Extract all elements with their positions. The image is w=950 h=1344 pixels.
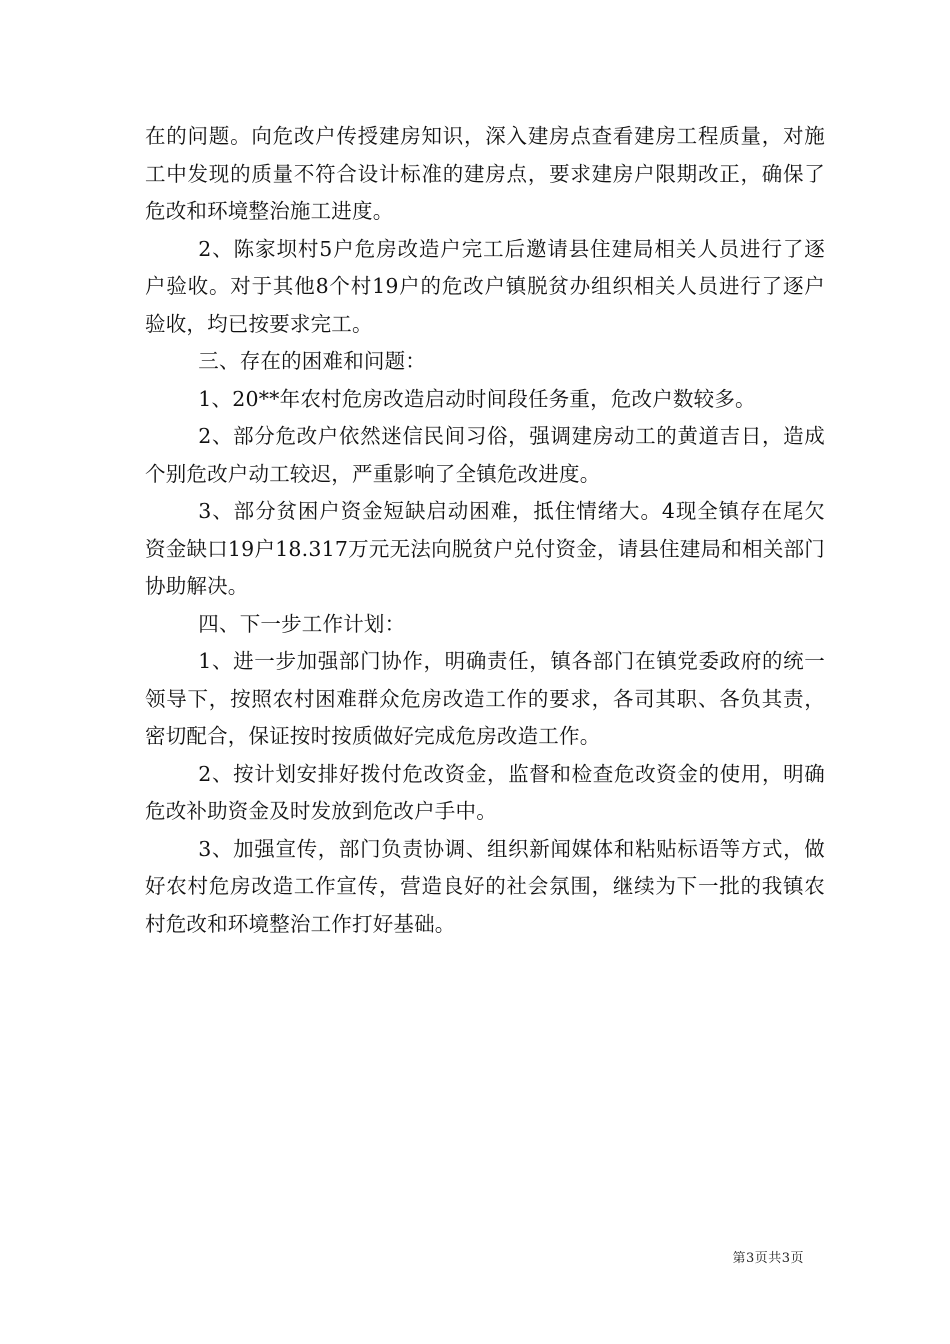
paragraph-plan-3: 3、加强宣传，部门负责协调、组织新闻媒体和粘贴标语等方式，做好农村危房改造工作宣传，营造良好的社会氛围，继续为下一批的我镇农村危改和环境整治工作打好基础。 [145,836,825,936]
paragraph-continuation: 在的问题。向危改户传授建房知识，深入建房点查看建房工程质量，对施工中发现的质量不符合设计标准的建房点，要求建房户限期改正，确保了危改和环境整治施工进度。 [145,124,825,223]
paragraph-problem-2: 2、部分危改户依然迷信民间习俗，强调建房动工的黄道吉日，造成个别危改户动工较迟，严重影响了全镇危改进度。 [145,424,825,486]
paragraph-plan-1: 1、进一步加强部门协作，明确责任，镇各部门在镇党委政府的统一领导下，按照农村困难群众危房改造工作的要求，各司其职、各负其责，密切配合，保证按时按质做好完成危房改造工作。 [145,649,825,748]
paragraph-plan-2: 2、按计划安排好拨付危改资金，监督和检查危改资金的使用，明确危改补助资金及时发放到危改户手中。 [145,761,825,823]
section-heading-problems: 三、存在的困难和问题： [198,349,426,373]
paragraph-acceptance: 2、陈家坝村5户危房改造户完工后邀请县住建局相关人员进行了逐户验收。对于其他8个村19户的危改户镇脱贫办组织相关人员进行了逐户验收，均已按要求完工。 [145,236,825,336]
section-heading-plan: 四、下一步工作计划： [198,611,406,636]
page-number: 第3页共3页 [732,1251,804,1266]
paragraph-problem-1: 1、20**年农村危房改造启动时间段任务重，危改户数较多。 [198,386,756,411]
paragraph-problem-3: 3、部分贫困户资金短缺启动困难，抵住情绪大。4现全镇存在尾欠资金缺口19户18.317万元无法向脱贫户兑付资金，请县住建局和相关部门协助解决。 [145,499,825,598]
document-body [145,118,825,943]
